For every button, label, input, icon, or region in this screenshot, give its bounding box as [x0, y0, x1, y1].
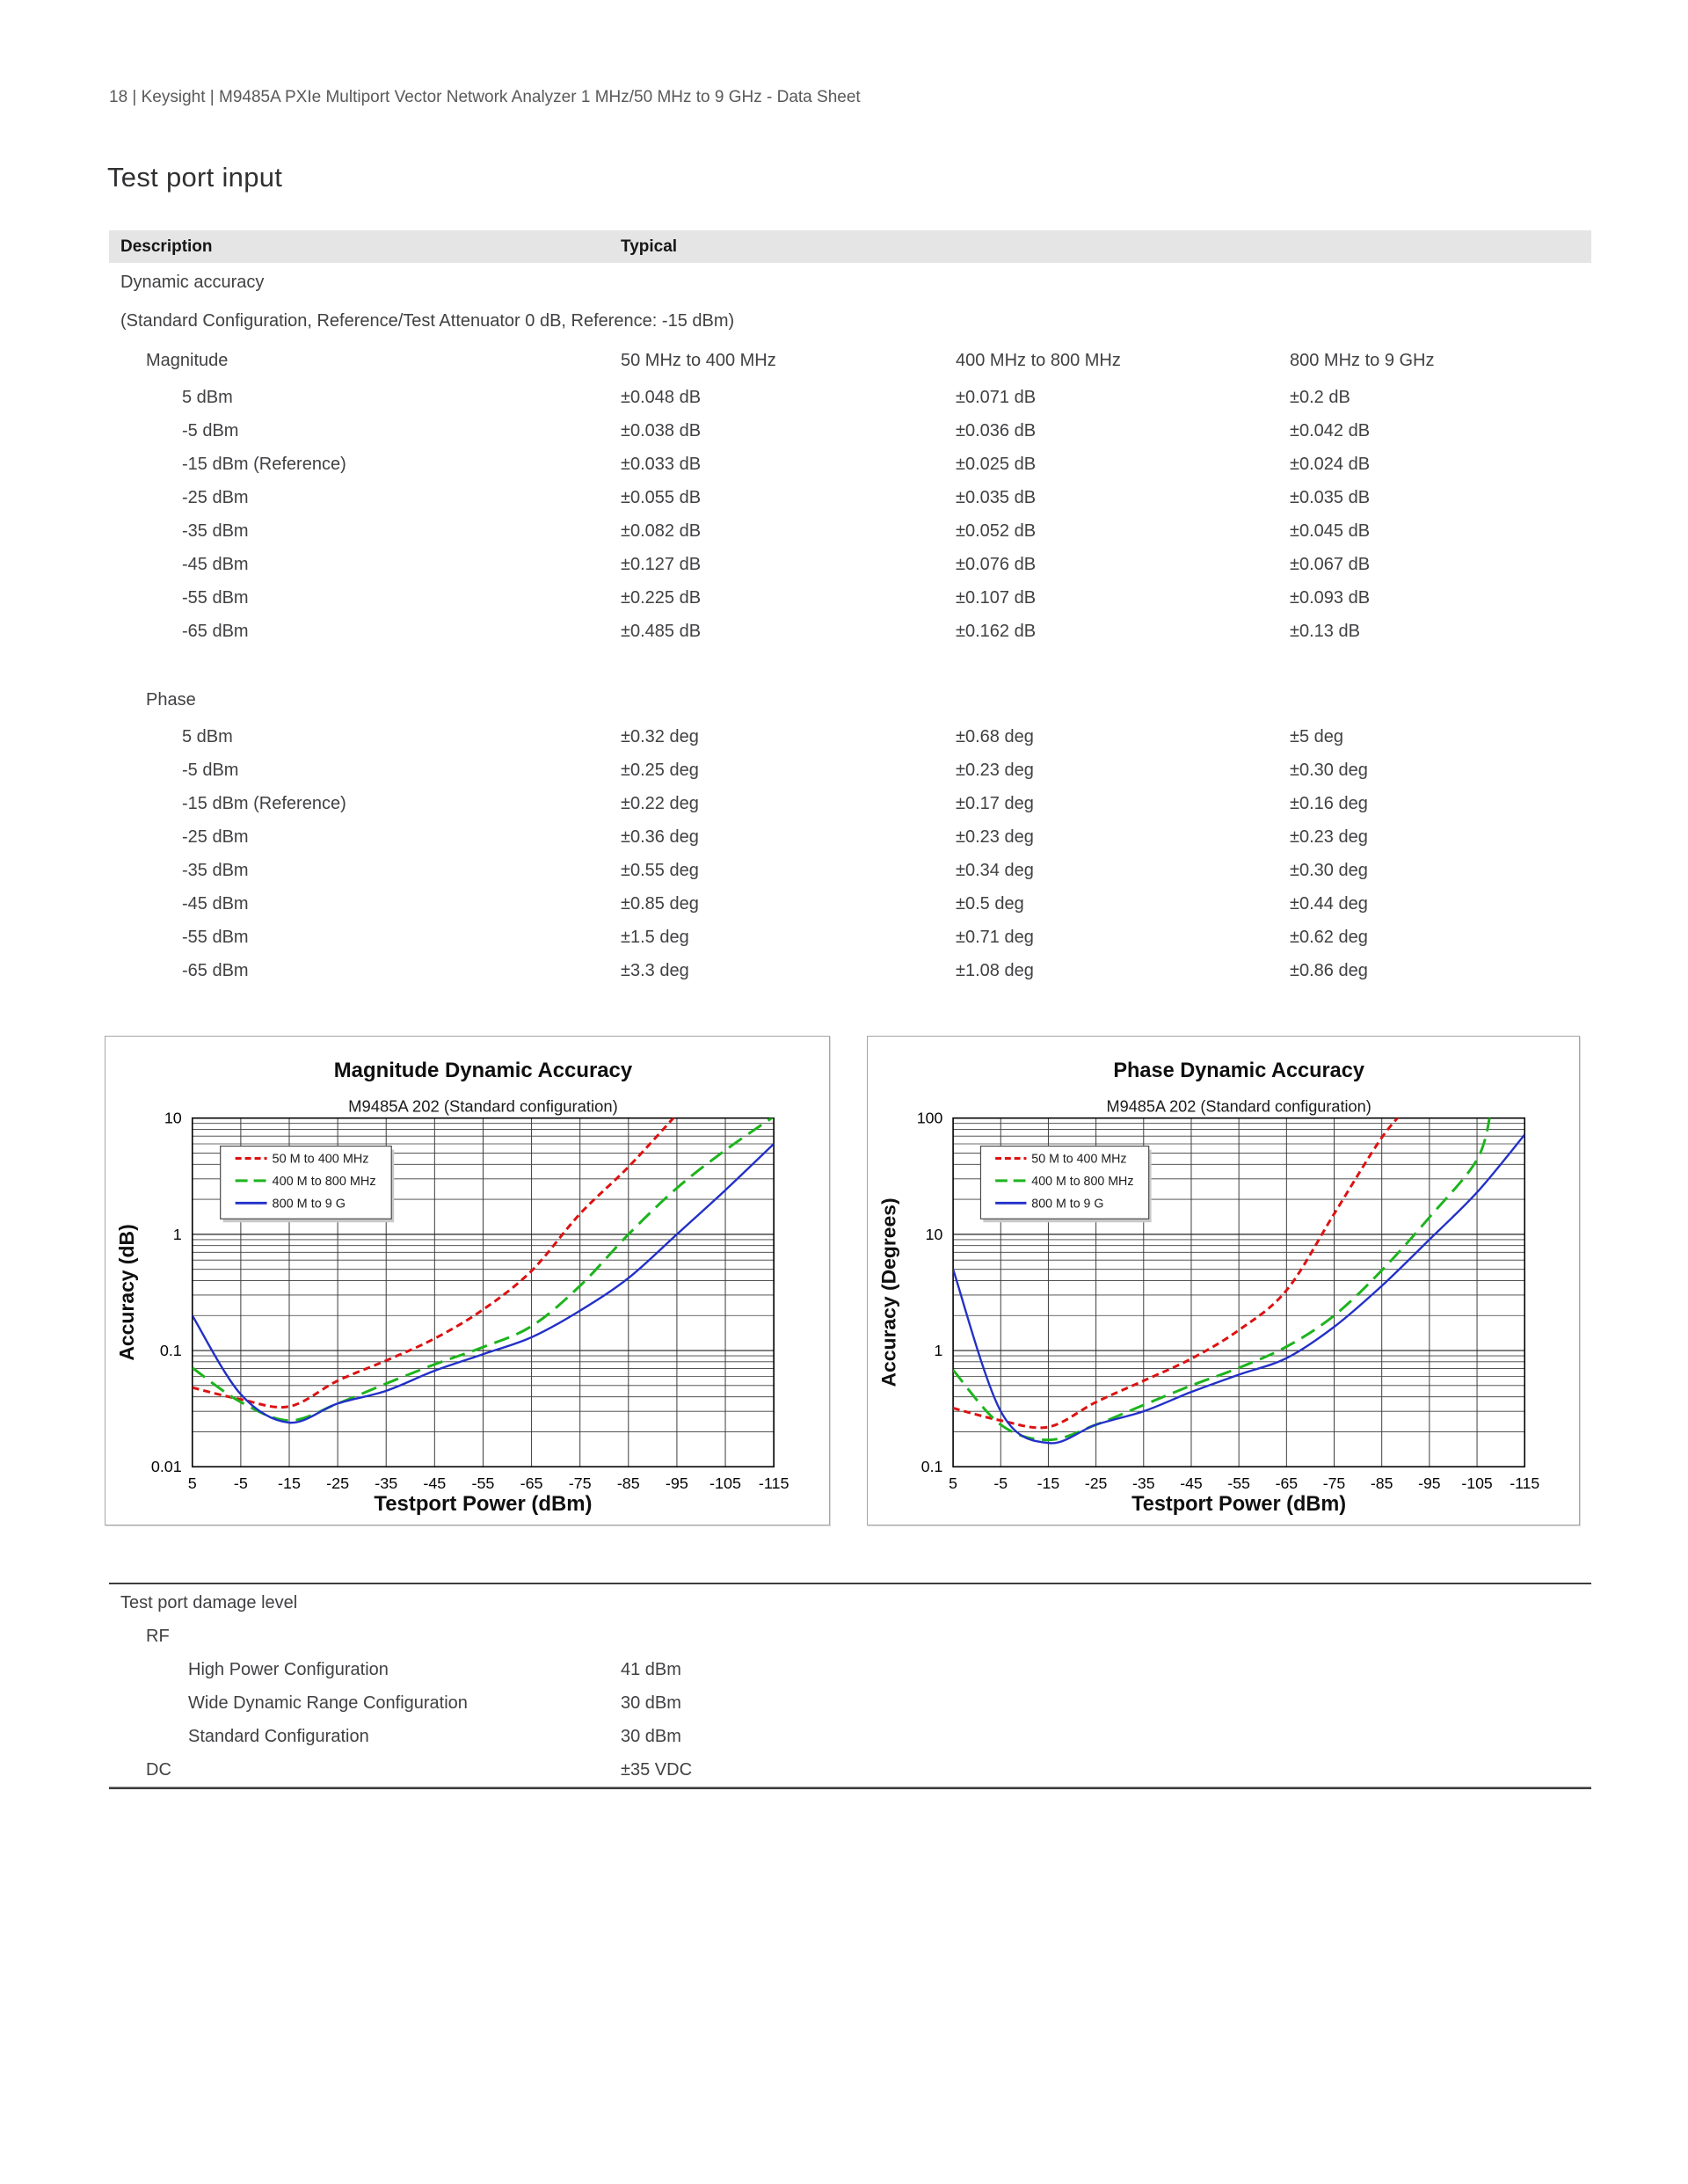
x-tick-label: -55 [1227, 1474, 1250, 1493]
x-tick-label: -75 [568, 1474, 592, 1493]
spec-value: ±0.076 dB [956, 555, 1037, 574]
spec-value: ±0.035 dB [956, 488, 1037, 507]
spec-value: ±0.127 dB [621, 555, 702, 574]
damage-row-value: ±35 VDC [621, 1760, 693, 1780]
x-tick-label: -5 [993, 1474, 1008, 1493]
spec-value: ±0.85 deg [621, 894, 699, 914]
spec-value: ±0.107 dB [956, 588, 1037, 608]
spec-value: ±0.23 deg [956, 761, 1034, 780]
spec-value: ±0.62 deg [1290, 928, 1368, 947]
damage-row [109, 1753, 1591, 1787]
group-name: Magnitude [146, 351, 229, 370]
column-header-description: Description [120, 237, 213, 256]
spec-row [109, 787, 1591, 820]
x-axis-title: Testport Power (dBm) [374, 1492, 593, 1517]
spec-table-header [109, 230, 1591, 263]
spec-value: ±0.2 dB [1290, 388, 1350, 407]
damage-row-label: High Power Configuration [188, 1660, 389, 1679]
x-tick-label: -115 [1510, 1474, 1540, 1493]
spec-row [109, 854, 1591, 887]
spec-value: ±0.44 deg [1290, 894, 1368, 914]
spec-value: ±0.045 dB [1290, 521, 1371, 541]
spec-row [109, 581, 1591, 615]
y-axis-title: Accuracy (Degrees) [877, 1198, 900, 1387]
spec-value: ±0.055 dB [621, 488, 702, 507]
spec-row-label: 5 dBm [182, 727, 233, 746]
spec-row-label: -55 dBm [182, 588, 249, 608]
spec-row [109, 921, 1591, 954]
x-tick-label: -105 [709, 1474, 742, 1493]
spec-value: ±0.052 dB [956, 521, 1037, 541]
spec-value: ±0.86 deg [1290, 961, 1368, 980]
damage-row-label: Wide Dynamic Range Configuration [188, 1693, 468, 1713]
spec-value: ±0.32 deg [621, 727, 699, 746]
spec-value: ±0.30 deg [1290, 861, 1368, 880]
x-tick-label: -15 [1037, 1474, 1060, 1493]
spec-row [109, 887, 1591, 921]
spec-value: ±0.048 dB [621, 388, 702, 407]
spec-value: ±0.038 dB [621, 421, 702, 440]
damage-title-row [109, 1586, 1591, 1620]
damage-row [109, 1720, 1591, 1753]
spec-value: ±0.25 deg [621, 761, 699, 780]
x-axis-title: Testport Power (dBm) [1131, 1492, 1347, 1517]
chart-title: Phase Dynamic Accuracy [1113, 1059, 1364, 1082]
spec-value: ±0.30 deg [1290, 761, 1368, 780]
spec-value: ±0.71 deg [956, 928, 1034, 947]
spec-row-label: -45 dBm [182, 894, 249, 914]
freq-column-header: 400 MHz to 800 MHz [956, 351, 1121, 370]
y-tick-label: 10 [925, 1225, 943, 1243]
spec-row [109, 720, 1591, 753]
spec-value: ±0.36 deg [621, 827, 699, 847]
legend-label: 50 M to 400 MHz [272, 1152, 369, 1167]
spec-value: ±0.042 dB [1290, 421, 1371, 440]
spec-groups [109, 340, 1591, 987]
spec-value: ±0.067 dB [1290, 555, 1371, 574]
x-tick-label: -65 [520, 1474, 543, 1493]
spec-value: ±0.23 deg [956, 827, 1034, 847]
freq-column-header: 800 MHz to 9 GHz [1290, 351, 1435, 370]
y-tick-label: 0.1 [920, 1458, 943, 1476]
spec-row [109, 820, 1591, 854]
spec-value: ±1.08 deg [956, 961, 1034, 980]
spec-value: ±0.5 deg [956, 894, 1024, 914]
spec-value: ±0.071 dB [956, 388, 1037, 407]
spec-row [109, 615, 1591, 648]
damage-row-value: 41 dBm [621, 1660, 681, 1679]
x-tick-label: -115 [758, 1474, 789, 1493]
y-tick-label: 1 [172, 1225, 182, 1243]
spec-row-label: -25 dBm [182, 488, 249, 507]
x-tick-label: 5 [187, 1474, 197, 1493]
damage-row-value: 30 dBm [621, 1693, 681, 1713]
x-tick-label: -85 [1370, 1474, 1393, 1493]
y-tick-label: 10 [164, 1109, 182, 1127]
spec-value: ±0.093 dB [1290, 588, 1371, 608]
chart-svg [106, 1037, 829, 1525]
x-tick-label: -45 [1180, 1474, 1203, 1493]
spec-row-label: 5 dBm [182, 388, 233, 407]
spec-value: ±0.16 deg [1290, 794, 1368, 813]
x-tick-label: -105 [1461, 1474, 1493, 1493]
x-tick-label: -95 [665, 1474, 688, 1493]
spec-value: ±1.5 deg [621, 928, 689, 947]
spec-value: ±0.23 deg [1290, 827, 1368, 847]
x-tick-label: -75 [1322, 1474, 1346, 1493]
y-tick-label: 100 [916, 1109, 943, 1127]
x-tick-label: -85 [616, 1474, 640, 1493]
x-tick-label: -55 [471, 1474, 495, 1493]
x-tick-label: -65 [1275, 1474, 1299, 1493]
group-header-row [109, 680, 1591, 720]
x-tick-label: -25 [326, 1474, 350, 1493]
y-tick-label: 0.01 [150, 1458, 182, 1476]
y-tick-label: 1 [934, 1341, 943, 1360]
spec-row-label: -5 dBm [182, 421, 239, 440]
damage-row-value: 30 dBm [621, 1727, 681, 1746]
damage-title: Test port damage level [120, 1593, 298, 1613]
spec-value: ±3.3 deg [621, 961, 689, 980]
page-title: Test port input [107, 162, 283, 193]
spec-row-label: -35 dBm [182, 861, 249, 880]
legend [221, 1147, 395, 1223]
legend-label: 50 M to 400 MHz [1031, 1152, 1127, 1167]
spec-row [109, 548, 1591, 581]
damage-row [109, 1620, 1591, 1653]
damage-level-table [109, 1583, 1591, 1789]
chart-title: Magnitude Dynamic Accuracy [333, 1058, 633, 1082]
spec-value: ±0.34 deg [956, 861, 1034, 880]
spec-row [109, 514, 1591, 548]
spec-row-label: -55 dBm [182, 928, 249, 947]
spec-row [109, 954, 1591, 987]
divider-bottom [109, 1787, 1591, 1789]
group-header-row [109, 340, 1591, 381]
x-tick-label: -95 [1418, 1474, 1441, 1493]
damage-row-label: DC [146, 1760, 171, 1780]
section-row [109, 263, 1591, 302]
legend-label: 800 M to 9 G [1031, 1197, 1104, 1212]
spec-row-label: -65 dBm [182, 961, 249, 980]
x-tick-label: -35 [375, 1474, 398, 1493]
spec-row-label: -5 dBm [182, 761, 239, 780]
page-header: 18 | Keysight | M9485A PXIe Multiport Vector Network Analyzer 1 MHz/50 MHz to 9 GHz - Data Sheet [109, 88, 861, 106]
spec-value: ±0.035 dB [1290, 488, 1371, 507]
x-tick-label: 5 [949, 1474, 957, 1493]
spec-row [109, 753, 1591, 787]
section-label: Dynamic accuracy [120, 273, 265, 292]
legend-label: 400 M to 800 MHz [1031, 1174, 1134, 1189]
magnitude-dynamic-accuracy-chart [105, 1036, 830, 1525]
x-tick-label: -15 [278, 1474, 301, 1493]
spec-row-label: -45 dBm [182, 555, 249, 574]
phase-dynamic-accuracy-chart [867, 1036, 1580, 1525]
spec-row [109, 381, 1591, 414]
spec-value: ±0.025 dB [956, 455, 1037, 474]
y-tick-label: 0.1 [159, 1342, 182, 1360]
x-tick-label: -45 [423, 1474, 447, 1493]
damage-row [109, 1686, 1591, 1720]
spec-value: ±0.68 deg [956, 727, 1034, 746]
damage-row-label: RF [146, 1627, 170, 1646]
legend-label: 800 M to 9 G [272, 1197, 346, 1212]
spec-value: ±0.225 dB [621, 588, 702, 608]
condition-row [109, 302, 1591, 340]
spec-value: ±0.485 dB [621, 622, 702, 641]
spec-row-label: -15 dBm (Reference) [182, 455, 346, 474]
spec-row-label: -65 dBm [182, 622, 249, 641]
spec-row [109, 448, 1591, 481]
spec-value: ±0.162 dB [956, 622, 1037, 641]
condition-label: (Standard Configuration, Reference/Test Attenuator 0 dB, Reference: -15 dBm) [120, 311, 735, 331]
spec-value: ±5 deg [1290, 727, 1344, 746]
damage-rows [109, 1584, 1591, 1787]
group-name: Phase [146, 690, 196, 710]
spec-value: ±0.036 dB [956, 421, 1037, 440]
group-gap [109, 648, 1591, 680]
damage-row [109, 1653, 1591, 1686]
chart-subtitle: M9485A 202 (Standard configuration) [348, 1096, 618, 1116]
freq-column-header: 50 MHz to 400 MHz [621, 351, 776, 370]
spec-row [109, 481, 1591, 514]
spec-row-label: -35 dBm [182, 521, 249, 541]
x-tick-label: -25 [1084, 1474, 1108, 1493]
spec-value: ±0.22 deg [621, 794, 699, 813]
y-axis-title: Accuracy (dB) [114, 1224, 138, 1361]
x-tick-label: -35 [1132, 1474, 1155, 1493]
spec-row-label: -25 dBm [182, 827, 249, 847]
spec-row-label: -15 dBm (Reference) [182, 794, 346, 813]
chart-svg [868, 1037, 1579, 1525]
spec-table [109, 263, 1591, 987]
x-tick-label: -5 [233, 1474, 248, 1493]
spec-value: ±0.082 dB [621, 521, 702, 541]
spec-value: ±0.55 deg [621, 861, 699, 880]
spec-value: ±0.17 deg [956, 794, 1034, 813]
damage-row-label: Standard Configuration [188, 1727, 369, 1746]
chart-subtitle: M9485A 202 (Standard configuration) [1106, 1096, 1372, 1116]
spec-value: ±0.033 dB [621, 455, 702, 474]
spec-value: ±0.13 dB [1290, 622, 1360, 641]
legend-label: 400 M to 800 MHz [272, 1174, 376, 1189]
spec-row [109, 414, 1591, 448]
spec-value: ±0.024 dB [1290, 455, 1371, 474]
column-header-typical: Typical [621, 237, 678, 256]
legend [980, 1147, 1151, 1223]
